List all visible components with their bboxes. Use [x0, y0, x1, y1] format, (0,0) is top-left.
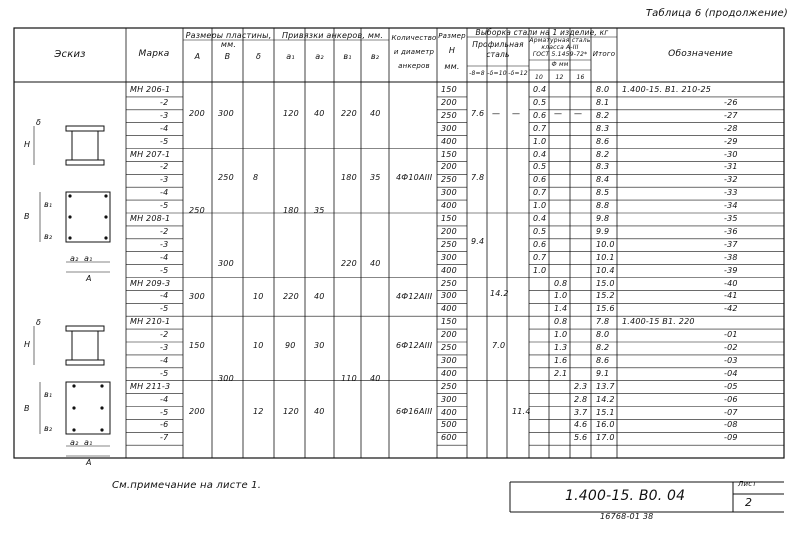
mark-cell: МН 210-1 [130, 317, 171, 327]
g209-a2: 40 [314, 292, 325, 301]
total-cell: 10.4 [596, 265, 615, 275]
header-anchors: Привязки анкеров, мм. [281, 31, 384, 40]
g206-dash2: — [512, 109, 521, 118]
total-cell: 15.6 [596, 304, 615, 314]
g210-211-b2: 40 [370, 374, 381, 383]
header-size2: H [448, 46, 456, 55]
rebar10-cell: 0.7 [533, 123, 547, 133]
rebar12-cell: 0.8 [554, 278, 568, 288]
designation-cell: -38 [724, 252, 738, 262]
height-cell: 300 [441, 291, 457, 301]
g207-208-a2: 35 [314, 206, 325, 215]
header-delta: δ [255, 52, 262, 61]
header-a1: a₁ [286, 52, 295, 61]
total-cell: 8.0 [596, 85, 610, 94]
height-cell: 250 [441, 381, 457, 391]
g206-A: 200 [189, 109, 205, 118]
height-cell: 400 [441, 201, 457, 211]
header-A: А [194, 52, 201, 61]
mark-cell: -2 [160, 162, 169, 172]
mark-cell: -2 [160, 97, 169, 107]
g210-211-b1: 110 [341, 374, 357, 383]
designation-cell: -35 [724, 214, 738, 223]
height-cell: 600 [441, 433, 457, 443]
total-cell: 10.1 [596, 252, 615, 262]
header-steel: Выборка стали на 1 изделие, кг [475, 28, 609, 37]
designation-cell: -34 [724, 201, 738, 211]
mark-cell: -4 [160, 188, 169, 198]
g210-qty: 6Ф12АIII [396, 341, 433, 350]
anchor-dot [100, 406, 103, 409]
anchor-dot [68, 215, 71, 218]
header-rebar2: класса А-III [541, 44, 579, 51]
sketch2-a1: a₁ [84, 438, 93, 447]
designation-cell: 1.400-15 В1. 220 [622, 317, 695, 327]
g209-d: 10 [253, 292, 264, 301]
header-designation: Обозначение [668, 49, 733, 59]
total-cell: 14.2 [596, 394, 615, 404]
header-sketch: Эскиз [54, 49, 86, 60]
rebar12-cell: 1.4 [554, 304, 568, 314]
document-number: 1.400-15. В0. 04 [565, 488, 686, 504]
total-cell: 8.8 [596, 201, 610, 211]
mark-cell: -4 [160, 394, 169, 404]
g207-qty: 4Ф10АIII [396, 173, 433, 182]
rebar16-cell: 3.7 [574, 407, 588, 417]
designation-cell: -28 [724, 123, 738, 133]
total-cell: 9.9 [596, 226, 610, 236]
total-cell: 8.6 [596, 136, 610, 146]
designation-cell: -40 [724, 278, 738, 288]
g207-p8: 7.8 [471, 173, 485, 182]
designation-cell: -27 [724, 110, 738, 120]
sketch1-a1: a₁ [84, 254, 93, 263]
designation-cell: -42 [724, 304, 738, 314]
header-plate: Размеры пластины, мм. [185, 31, 272, 49]
designation-cell: -02 [724, 343, 738, 352]
designation-cell: -05 [724, 381, 738, 391]
height-cell: 250 [441, 175, 457, 185]
total-cell: 8.2 [596, 110, 610, 120]
height-cell: 300 [441, 394, 457, 404]
mark-cell: -4 [160, 291, 169, 301]
g211-p12: 11.4 [512, 407, 531, 416]
designation-cell: -36 [724, 226, 738, 236]
header-B: В [224, 52, 231, 61]
height-cell: 200 [441, 97, 457, 107]
rebar16-cell: 2.3 [574, 381, 588, 391]
sketch2-a2: a₂ [70, 438, 79, 447]
designation-cell: -30 [724, 149, 738, 159]
g206-dash4: — [574, 109, 583, 118]
mark-cell: -2 [160, 330, 169, 340]
rebar16-cell: 5.6 [574, 433, 588, 443]
designation-cell: -33 [724, 188, 738, 198]
sketch2-B: B [24, 404, 30, 413]
header-profile2: сталь [486, 50, 510, 59]
header-size1: Размер [438, 32, 466, 40]
header-profile1: Профильная [472, 40, 524, 49]
header-rebar3: ГОСТ 5.1459-72* [532, 51, 588, 58]
g208-b1: 220 [341, 259, 357, 268]
rebar12-cell: 1.0 [554, 330, 568, 340]
mark-cell: -3 [160, 239, 169, 249]
total-cell: 8.5 [596, 188, 610, 198]
height-cell: 250 [441, 110, 457, 120]
g211-d: 12 [253, 407, 264, 416]
total-cell: 15.1 [596, 407, 615, 417]
header-r12: 12 [555, 74, 564, 81]
g210-p10: 7.0 [492, 341, 506, 350]
sheet-number: 2 [745, 496, 753, 509]
g206-B: 300 [218, 109, 234, 118]
sketch1-d: δ [36, 118, 42, 127]
g210-d: 10 [253, 341, 264, 350]
height-cell: 150 [441, 317, 457, 327]
g207-208-A: 250 [189, 206, 205, 215]
sketch1-H: H [24, 140, 31, 149]
rebar12-cell: 0.8 [554, 317, 568, 327]
mark-cell: -5 [160, 407, 169, 417]
anchor-dot [68, 194, 71, 197]
height-cell: 300 [441, 252, 457, 262]
header-size3: мм. [444, 62, 460, 71]
height-cell: 400 [441, 407, 457, 417]
rebar10-cell: 0.5 [533, 226, 547, 236]
height-cell: 400 [441, 304, 457, 314]
sheet-label: Лист [738, 480, 757, 488]
total-cell: 8.2 [596, 343, 610, 352]
height-cell: 150 [441, 85, 457, 94]
rebar10-cell: 0.6 [533, 110, 547, 120]
total-cell: 16.0 [596, 420, 615, 430]
rebar10-cell: 0.7 [533, 188, 547, 198]
header-p3: -δ=12 [508, 70, 528, 77]
designation-cell: -31 [724, 162, 738, 172]
rebar10-cell: 0.4 [533, 85, 547, 94]
mark-cell: -4 [160, 123, 169, 133]
mark-cell: -5 [160, 304, 169, 314]
g207-B: 250 [218, 173, 234, 182]
header-qty1: Количество [391, 34, 437, 42]
header-a2: a₂ [315, 52, 324, 61]
designation-cell: -03 [724, 355, 738, 365]
rebar10-cell: 0.7 [533, 252, 547, 262]
mark-cell: -6 [160, 420, 169, 430]
designation-cell: -29 [724, 136, 738, 146]
g208-B: 300 [218, 259, 234, 268]
mark-cell: -5 [160, 265, 169, 275]
sketch1-a2: a₂ [70, 254, 79, 263]
sketch2-b2: в₂ [44, 424, 53, 433]
g207-b2: 35 [370, 173, 381, 182]
header-r10: 10 [534, 74, 544, 81]
g209-a1: 220 [283, 292, 299, 301]
sketch2-d: δ [36, 318, 42, 327]
g206-a1: 120 [283, 109, 299, 118]
g207-d: 8 [253, 173, 259, 182]
total-cell: 8.2 [596, 149, 610, 159]
g211-a2: 40 [314, 407, 325, 416]
anchor-dot [104, 236, 107, 239]
rebar16-cell: 4.6 [574, 420, 588, 430]
anchor-dot [72, 384, 75, 387]
designation-cell: -32 [724, 175, 738, 185]
designation-cell: -07 [724, 407, 738, 417]
height-cell: 250 [441, 278, 457, 288]
total-cell: 8.3 [596, 162, 610, 172]
mark-cell: МН 211-3 [130, 381, 171, 391]
sketch1-b1: в₁ [44, 200, 53, 209]
anchor-dot [104, 215, 107, 218]
designation-cell: -09 [724, 433, 738, 443]
designation-cell: -01 [724, 330, 738, 340]
height-cell: 400 [441, 368, 457, 378]
anchor-dot [100, 428, 103, 431]
mark-cell: -7 [160, 433, 169, 443]
designation-cell: -37 [724, 239, 738, 249]
designation-cell: -39 [724, 265, 738, 275]
anchor-dot [72, 406, 75, 409]
sketch2-A: A [86, 458, 92, 467]
designation-cell: -08 [724, 420, 738, 430]
height-cell: 250 [441, 343, 457, 352]
rebar12-cell: 1.0 [554, 291, 568, 301]
mark-cell: МН 208-1 [130, 214, 171, 223]
designation-cell: -26 [724, 97, 738, 107]
archive-stamp: 16768-01 38 [600, 512, 654, 521]
anchor-dot [100, 384, 103, 387]
g208-p8: 9.4 [471, 237, 485, 246]
height-cell: 250 [441, 239, 457, 249]
total-cell: 8.6 [596, 355, 610, 365]
g208-b2: 40 [370, 259, 381, 268]
mark-cell: -5 [160, 136, 169, 146]
header-total: Итого [592, 50, 616, 58]
anchor-dot [72, 428, 75, 431]
rebar10-cell: 0.6 [533, 239, 547, 249]
header-phi: Ф мм [551, 61, 569, 68]
total-cell: 8.0 [596, 330, 610, 340]
height-cell: 400 [441, 136, 457, 146]
rebar10-cell: 1.0 [533, 201, 547, 211]
mark-cell: -3 [160, 110, 169, 120]
mark-cell: МН 209-3 [130, 278, 171, 288]
header-mark: Марка [138, 49, 170, 59]
header-b2: в₂ [370, 52, 380, 61]
g206-a2: 40 [314, 109, 325, 118]
total-cell: 10.0 [596, 239, 615, 249]
g211-A: 200 [189, 407, 205, 416]
sketch2-b1: в₁ [44, 390, 53, 399]
mark-cell: -4 [160, 252, 169, 262]
g206-p8: 7.6 [471, 109, 485, 118]
rebar10-cell: 0.4 [533, 214, 547, 223]
height-cell: 200 [441, 330, 457, 340]
g209-A: 300 [189, 292, 205, 301]
total-cell: 7.8 [596, 317, 610, 327]
rebar10-cell: 0.5 [533, 162, 547, 172]
sketch1-A: A [86, 274, 92, 283]
designation-cell: 1.400-15. B1. 210-25 [622, 85, 712, 94]
g206-b2: 40 [370, 109, 381, 118]
height-cell: 150 [441, 149, 457, 159]
sketch-mh206-side [34, 126, 104, 165]
height-cell: 300 [441, 188, 457, 198]
mark-cell: -5 [160, 201, 169, 211]
sketch1-b2: в₂ [44, 232, 53, 241]
table-title: Таблица 6 (продолжение) [645, 8, 788, 19]
rebar10-cell: 1.0 [533, 136, 547, 146]
g207-208-a1: 180 [283, 206, 299, 215]
height-cell: 150 [441, 214, 457, 223]
mark-cell: -2 [160, 226, 169, 236]
rebar12-cell: 2.1 [554, 368, 568, 378]
anchor-dot [68, 236, 71, 239]
rebar10-cell: 0.6 [533, 175, 547, 185]
anchor-dot [104, 194, 107, 197]
header-p2: -δ=10 [487, 70, 507, 77]
sketch2-H: H [24, 340, 31, 349]
total-cell: 8.3 [596, 123, 610, 133]
mark-cell: -4 [160, 355, 169, 365]
mark-cell: -3 [160, 175, 169, 185]
height-cell: 500 [441, 420, 457, 430]
mark-cell: МН 206-1 [130, 85, 171, 94]
height-cell: 400 [441, 265, 457, 275]
total-cell: 8.4 [596, 175, 610, 185]
sketch1-B: B [24, 212, 30, 221]
rebar10-cell: 1.0 [533, 265, 547, 275]
g211-a1: 120 [283, 407, 299, 416]
height-cell: 200 [441, 226, 457, 236]
height-cell: 300 [441, 123, 457, 133]
rebar16-cell: 2.8 [574, 394, 588, 404]
height-cell: 200 [441, 162, 457, 172]
rebar10-cell: 0.5 [533, 97, 547, 107]
g210-211-B: 300 [218, 374, 234, 383]
header-b1: в₁ [343, 52, 352, 61]
g206-dash3: — [554, 109, 563, 118]
designation-cell: -04 [724, 368, 738, 378]
height-cell: 300 [441, 355, 457, 365]
header-qty3: анкеров [398, 62, 430, 70]
mark-cell: МН 207-1 [130, 149, 171, 159]
g210-a1: 90 [285, 341, 296, 350]
mark-cell: -3 [160, 343, 169, 352]
total-cell: 9.8 [596, 214, 610, 223]
designation-cell: -41 [724, 291, 738, 301]
g210-a2: 30 [314, 341, 325, 350]
header-r16: 16 [576, 74, 585, 81]
footnote: См.примечание на листе 1. [112, 480, 262, 491]
g206-dash1: — [492, 109, 501, 118]
header-p1: -8=8 [469, 70, 485, 77]
total-cell: 13.7 [596, 381, 615, 391]
g209-p10: 14.2 [490, 289, 509, 298]
total-cell: 15.2 [596, 291, 615, 301]
header-qty2: и диаметр [393, 48, 435, 56]
g207-b1: 180 [341, 173, 357, 182]
designation-cell: -06 [724, 394, 738, 404]
g210-A: 150 [189, 341, 205, 350]
total-cell: 9.1 [596, 368, 610, 378]
sketch-mh210-side [34, 326, 104, 365]
g211-qty: 6Ф16АIII [396, 407, 433, 416]
total-cell: 15.0 [596, 278, 615, 288]
g206-b1: 220 [341, 109, 357, 118]
rebar10-cell: 0.4 [533, 149, 547, 159]
header-rebar1: Арматурная сталь [529, 37, 591, 44]
mark-cell: -5 [160, 368, 169, 378]
total-cell: 8.1 [596, 97, 610, 107]
g209-qty: 4Ф12АIII [396, 292, 433, 301]
rebar12-cell: 1.3 [554, 343, 568, 352]
rebar12-cell: 1.6 [554, 355, 568, 365]
total-cell: 17.0 [596, 433, 615, 443]
